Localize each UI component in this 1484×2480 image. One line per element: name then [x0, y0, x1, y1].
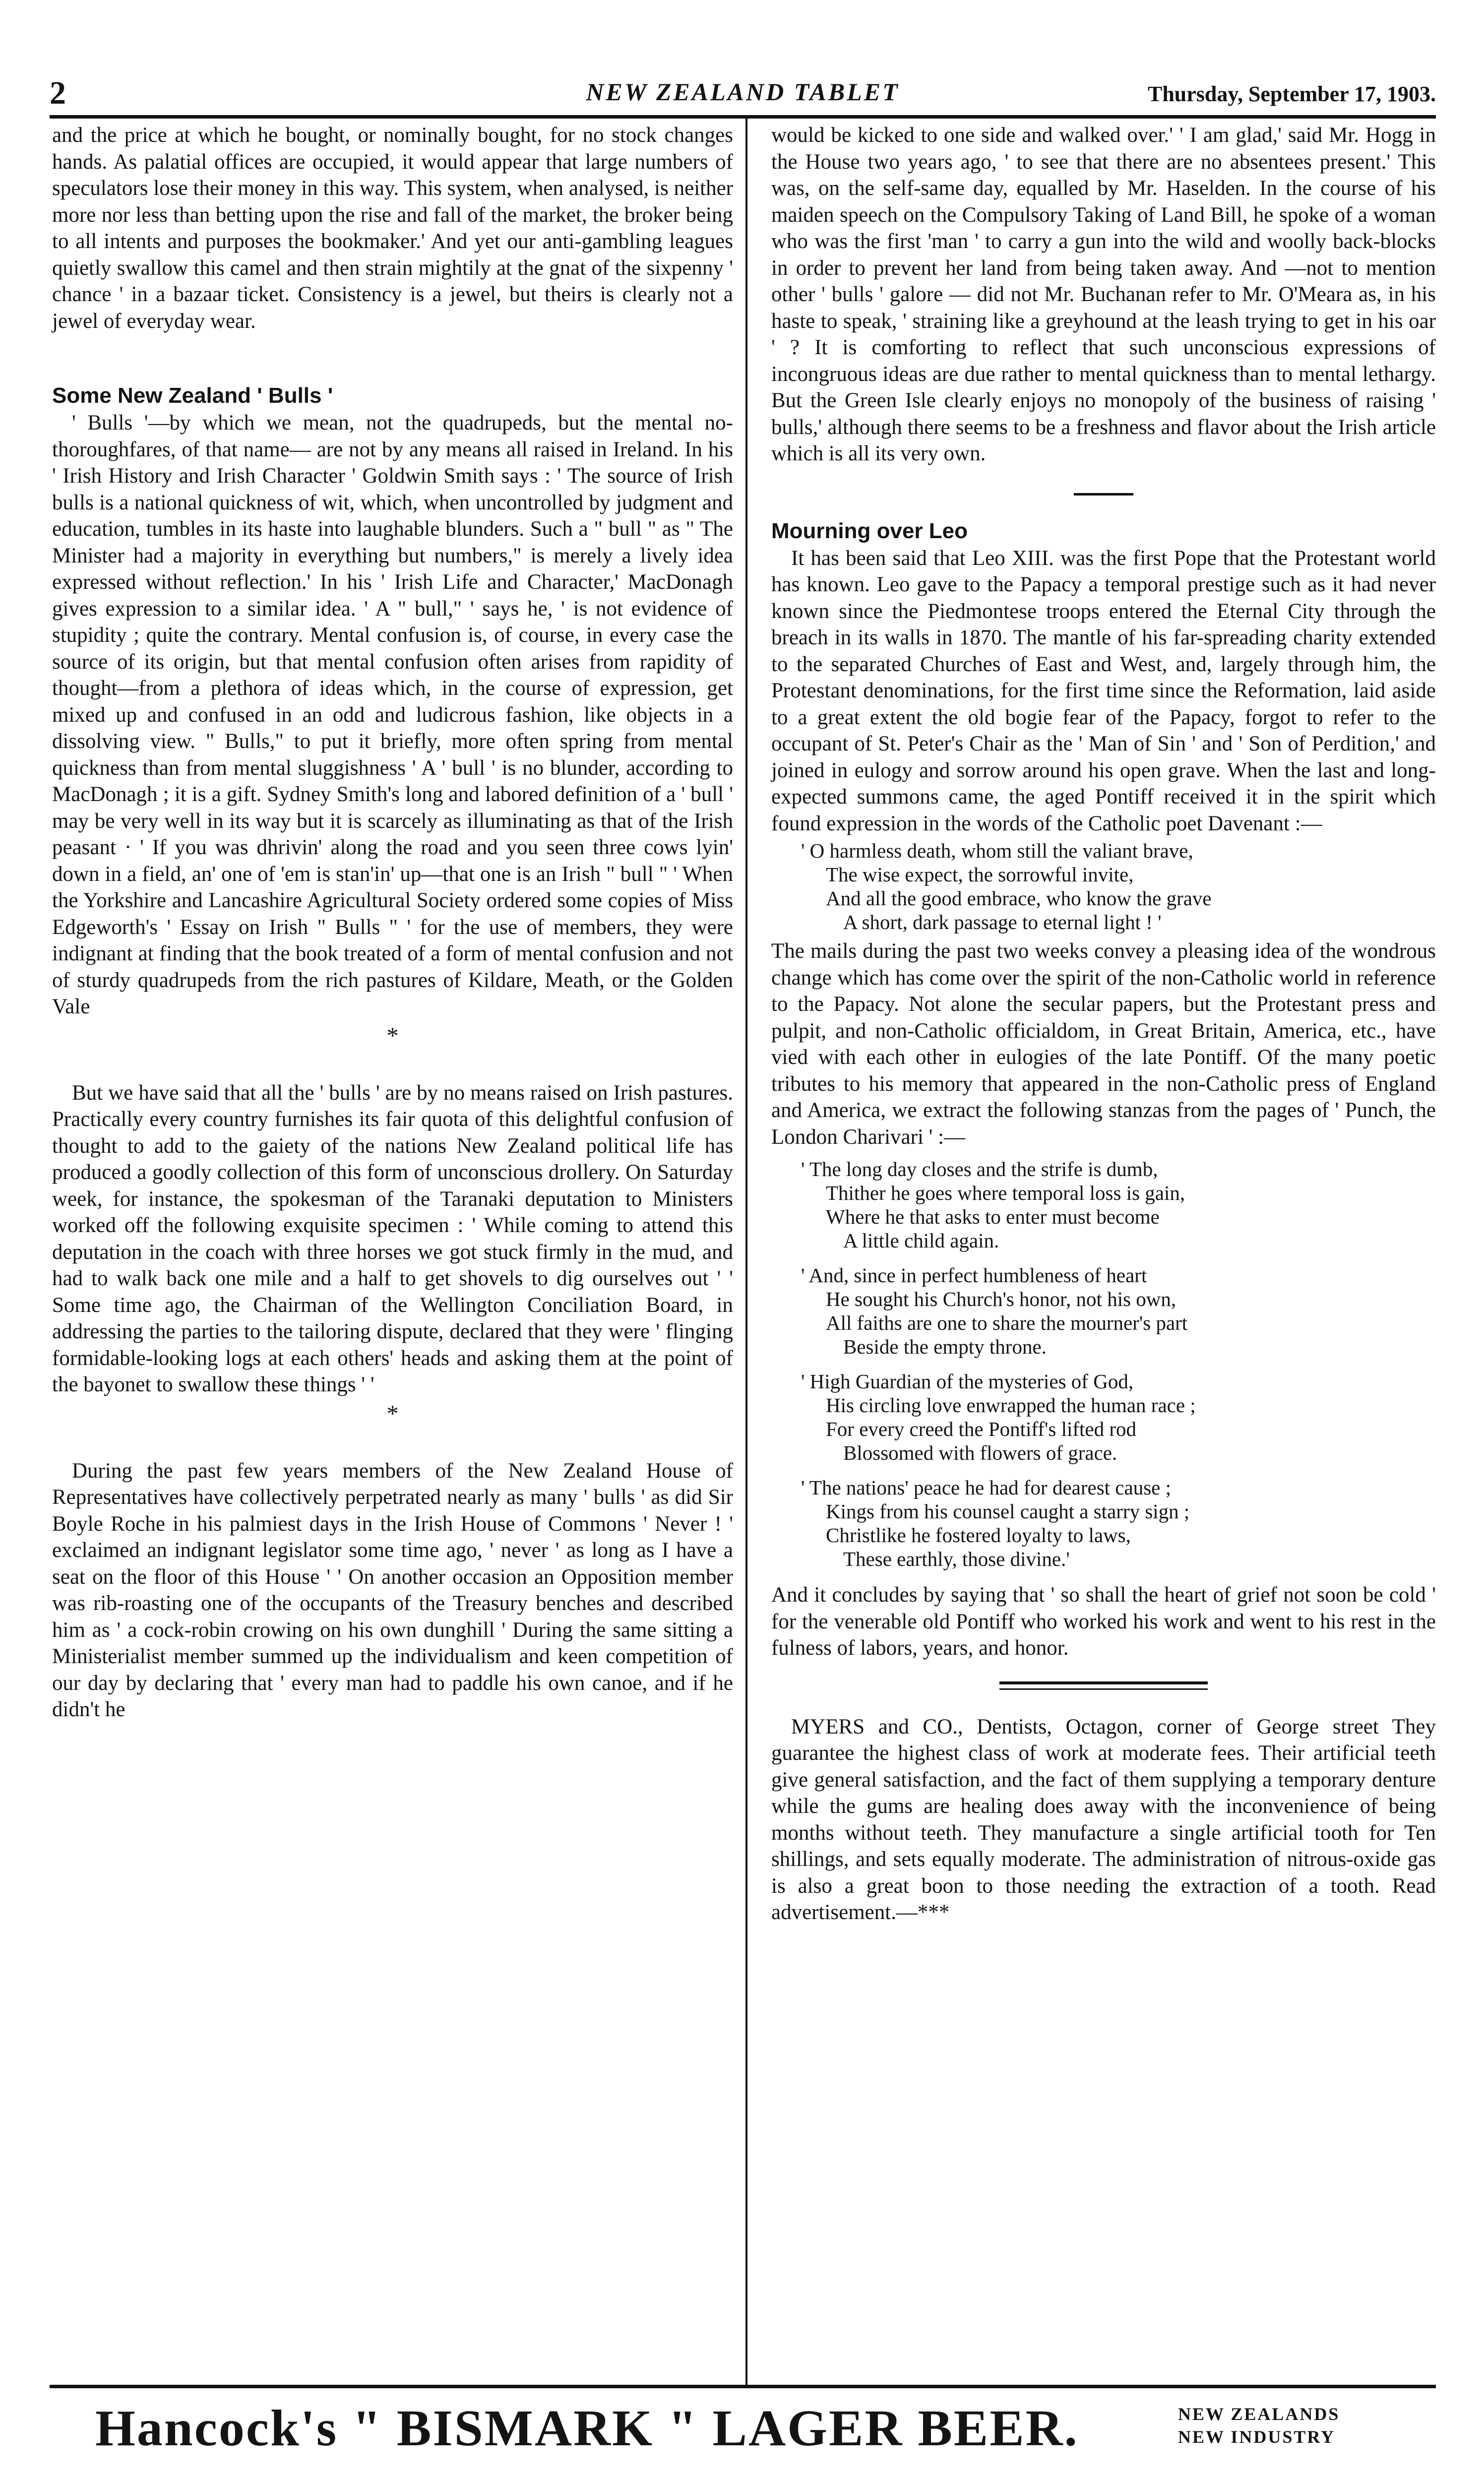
double-rule — [999, 1681, 1208, 1690]
verse-line: ' And, since in perfect humbleness of heart — [801, 1264, 1147, 1287]
verse-line: ' The long day closes and the strife is dumb, — [801, 1158, 1158, 1180]
verse-line: Beside the empty throne. — [843, 1335, 1047, 1358]
stanza — [771, 1476, 1436, 1571]
leo-paragraph-2: The mails during the past two weeks convey a pleasing idea of the wondrous change which has come over the spirit of the non-Catholic world in reference to the Papacy. Not alone the secular papers, but the Protestant press and pulpit, and non-Catholic officialdom, in Great Britain, America, etc., have vied with each other in eulogies of the late Pontiff. Of the many poetic tributes to his memory that appeared in the non-Catholic press of England and America, we extract the following stanzas from the pages of ' Punch, the London Charivari ' :— — [771, 939, 1436, 1149]
stanza — [771, 1157, 1436, 1252]
section-heading-bulls: Some New Zealand ' Bulls ' — [52, 383, 333, 408]
punch-stanzas — [771, 1157, 1436, 1571]
tagline-line-1: NEW ZEALANDS — [1178, 2404, 1340, 2424]
header-rule — [50, 115, 1436, 119]
section-heading-leo: Mourning over Leo — [771, 518, 968, 543]
verse-line: All faiths are one to share the mourner's part — [826, 1311, 1188, 1334]
section-divider-star: * — [386, 1400, 399, 1427]
verse-line: His circling love enwrapped the human race ; — [826, 1394, 1196, 1417]
beer-brand: Hancock's " BISMARK " LAGER BEER. — [95, 2400, 1079, 2457]
page-number: 2 — [50, 75, 66, 111]
left-column — [52, 122, 733, 1723]
verse-line: ' The nations' peace he had for dearest cause ; — [801, 1476, 1171, 1499]
verse-line: A short, dark passage to eternal light ! ' — [843, 911, 1162, 933]
verse-line: And all the good embrace, who know the grave — [826, 887, 1212, 910]
beer-advertisement — [50, 2399, 1436, 2463]
verse-line: Kings from his counsel caught a starry sign ; — [826, 1500, 1190, 1523]
verse-line: Blossomed with flowers of grace. — [843, 1441, 1117, 1464]
footer-rule — [50, 2385, 1436, 2388]
industry-tagline — [1178, 2403, 1340, 2448]
davenant-verse — [771, 839, 1436, 934]
section-divider-star: * — [386, 1022, 399, 1049]
verse-line: ' High Guardian of the mysteries of God, — [801, 1370, 1134, 1393]
short-rule — [1074, 493, 1133, 496]
bulls-paragraph-3: During the past few years members of the New Zealand House of Representatives have collectively perpetrated nearly as many ' bulls ' as did Sir Boyle Roche in his palmiest days in the Irish House of Commons ' Never ! ' exclaimed an indignant legislator some time ago, ' never ' as long as I have a seat on the floor of this House ' ' On another occasion an Opposition member was rib-roasting one of the occupants of the Treasury benches and described him as ' a cock-robin crowing on his own dunghill ' During the same sitting a Ministerialist member summed up the individualism and keen competition of our day by declaring that ' every man had to paddle his own canoe, and if he didn't he — [52, 1459, 733, 1721]
dentist-advertisement: MYERS and CO., Dentists, Octagon, corner of George street They guarantee the highest class of work at moderate fees. Their artificial teeth give general satisfaction, and the fact of them supplying a temporary denture while the gums are healing does away with the inconvenience of being months without teeth. They manufacture a single artificial tooth for Ten shillings, and sets equally moderate. The administration of nitrous-oxide gas is also a great boon to those needing the extraction of a tooth. Read advertisement.—*** — [771, 1715, 1436, 1924]
leo-paragraph-1: It has been said that Leo XIII. was the first Pope that the Protestant world has known. Leo gave to the Papacy a temporal prestige such as it had never known since the Piedmontese troops entered the Eternal City through the breach in its walls in 1870. The mantle of his far-spreading charity extended to the separated Churches of East and West, and, largely through him, the Protestant denominations, for the first time since the Reformation, laid aside to a great extent the old bogie fear of the Papacy, forgot to refer to the occupant of St. Peter's Chair as the ' Man of Sin ' and ' Son of Perdition,' and joined in eulogy and sorrow around his open grave. When the last and long-expected summons came, the aged Pontiff received it in the spirit which found expression in the words of the Catholic poet Davenant :— — [771, 546, 1436, 835]
masthead — [50, 74, 1436, 119]
verse-line: Christlike he fostered loyalty to laws, — [826, 1524, 1131, 1547]
verse-line: A little child again. — [843, 1229, 999, 1252]
issue-date: Thursday, September 17, 1903. — [1147, 82, 1436, 106]
verse-line: Where he that asks to enter must become — [826, 1205, 1160, 1228]
verse-line: These earthly, those divine.' — [843, 1548, 1070, 1570]
verse-line: ' O harmless death, whom still the valiant brave, — [801, 839, 1193, 862]
stanza — [771, 1369, 1436, 1465]
verse-line: The wise expect, the sorrowful invite, — [826, 863, 1134, 886]
article-continuation-paragraph: and the price at which he bought, or nominally bought, for no stock changes hands. As palatial offices are occupied, it would appear that large numbers of speculators lose their money in this way. This system, when analysed, is neither more nor less than betting upon the rise and fall of the market, the broker being to all intents and purposes the bookmaker.' And yet our anti-gambling leagues quietly swallow this camel and then strain mightily at the gnat of the sixpenny ' chance ' in a bazaar ticket. Consistency is a jewel, but theirs is clearly not a jewel of everyday wear. — [52, 124, 733, 333]
bulls-paragraph-1: ' Bulls '—by which we mean, not the quadrupeds, but the mental no-thoroughfares, of that name— are not by any means all raised in Ireland. In his ' Irish History and Irish Character ' Goldwin Smith says : ' The source of Irish bulls is a national quickness of wit, which, when uncontrolled by judgment and education, tumbles in its haste into laughable blunders. Such a " bull " as " The Minister had a majority in everything but numbers," is merely a lively idea expressed without reflection.' In his ' Irish Life and Character,' MacDonagh gives expression to a similar idea. ' A " bull," ' says he, ' is not evidence of stupidity ; quite the contrary. Mental confusion is, of course, in every case the source of its origin, but that mental confusion often arises from rapidity of thought—from a plethora of ideas which, in the course of expression, get mixed up and confused in an odd and ludicrous fashion, like objects in a dissolving view. " Bulls," to put it briefly, more often spring from mental quickness than from mental sluggishness ' A ' bull ' is no blunder, according to MacDonagh ; it is a gift. Sydney Smith's long and labored definition of a ' bull ' may be very well in its way but it is scarcely as illuminating as that of the Irish peasant · ' If you was dhrivin' along the road and you seen three cows lyin' down in a field, an' one of 'em is stan'in' up—that one is an Irish " bull " ' When the Yorkshire and Lancashire Agricultural Society ordered some copies of Miss Edgeworth's ' Essay on Irish " Bulls " ' for the use of members, they were indignant at finding that the book treated of a form of mental confusion and not of sturdy quadrupeds from the rich pastures of Kildare, Meath, or the Golden Vale — [52, 411, 733, 1018]
right-column — [771, 122, 1436, 1926]
verse-line: For every creed the Pontiff's lifted rod — [826, 1418, 1137, 1440]
verse-line: He sought his Church's honor, not his own, — [826, 1288, 1176, 1310]
bulls-paragraph-4: would be kicked to one side and walked over.' ' I am glad,' said Mr. Hogg in the House two years ago, ' to see that there are no absentees present.' This was, on the self-same day, equalled by Mr. Haselden. In the course of his maiden speech on the Compulsory Taking of Land Bill, he spoke of a woman who was the first 'man ' to carry a gun into the wild and woolly back-blocks in order to prevent her land from being taken away. And —not to mention other ' bulls ' galore — did not Mr. Buchanan refer to Mr. O'Meara as, in his haste to speak, ' straining like a greyhound at the leash trying to get in his oar ' ? It is comforting to reflect that such unconscious expressions of incongruous ideas are due rather to mental quickness than to mental lethargy. But the Green Isle clearly enjoys no monopoly of the business of raising ' bulls,' although there seems to be a freshness and flavor about the Irish article which is all its very own. — [771, 124, 1436, 465]
newspaper-title: NEW ZEALAND TABLET — [586, 78, 900, 106]
verse-line: Thither he goes where temporal loss is gain, — [826, 1181, 1185, 1204]
bulls-paragraph-2: But we have said that all the ' bulls ' are by no means raised on Irish pastures. Practically every country furnishes its fair quota of this delightful confusion of thought to add to the gaiety of the nations New Zealand political life has produced a goodly collection of this form of unconscious drollery. On Saturday week, for instance, the spokesman of the Taranaki deputation to Ministers worked off the following exquisite specimen : ' While coming to attend this deputation in the coach with three horses we got stuck firmly in the mud, and had to walk back one mile and a half to get shovels to dig ourselves out ' ' Some time ago, the Chairman of the Wellington Conciliation Board, in addressing the parties to the tailoring dispute, declared that they were ' flinging formidable-looking logs at each others' heads and asking them at the point of the bayonet to swallow these things ' ' — [52, 1081, 733, 1396]
leo-paragraph-3: And it concludes by saying that ' so shall the heart of grief not soon be cold ' for the venerable old Pontiff who worked his work and went to his rest in the fulness of labors, years, and honor. — [771, 1583, 1436, 1660]
stanza — [771, 1263, 1436, 1359]
tagline-line-2: NEW INDUSTRY — [1178, 2427, 1336, 2447]
column-separator — [745, 115, 747, 2386]
